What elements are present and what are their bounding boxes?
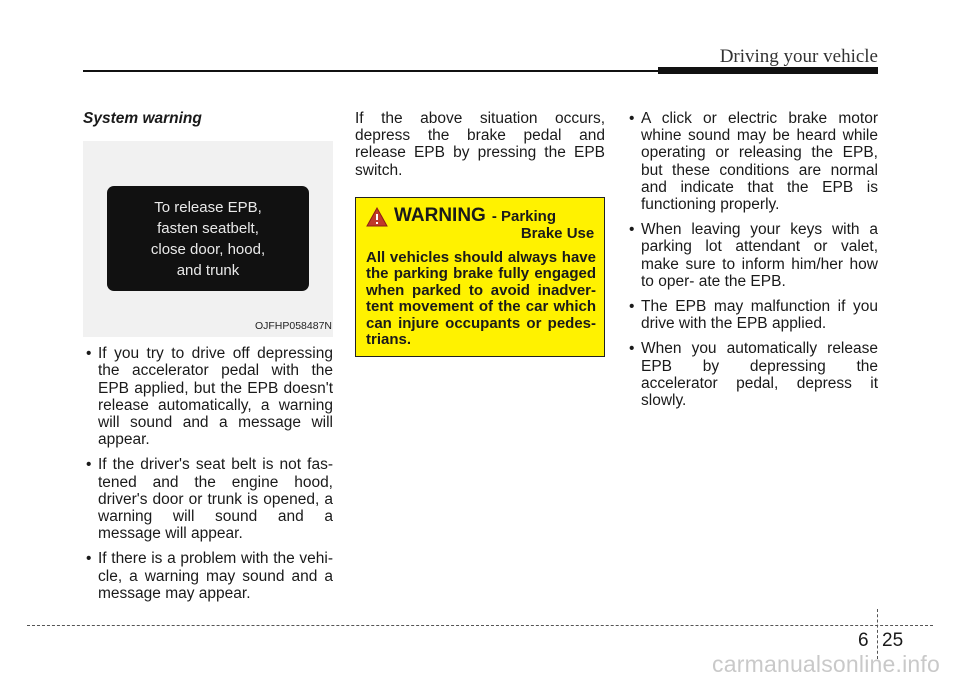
warning-body: All vehicles should always have the parking brake fully engaged when parked to avoid inadver- tent movement of the car which can injure occupants or pedes- trians. (366, 248, 596, 349)
header-rule-accent (658, 67, 878, 74)
page-header-title: Driving your vehicle (719, 46, 878, 67)
list-item: • A click or electric brake motor whine sound may be heard while operating or releasing the EPB, but these conditions are normal and indicate that the EPB is functioning properly. (626, 110, 878, 213)
watermark: carmanualsonline.info (712, 651, 940, 677)
left-column (83, 110, 333, 610)
section-title: System warning (83, 110, 202, 127)
warning-subtitle-line2: Brake Use (520, 224, 595, 242)
display-line: close door, hood, (150, 240, 266, 258)
list-item: • When leaving your keys with a parking lot attendant or valet, make sure to inform him/her how to oper- ate the EPB. (626, 221, 878, 290)
list-item: • If the driver's seat belt is not fas- tened and the engine hood, driver's door or trunk is opened, a warning will sound and a message will appear. (83, 456, 333, 542)
list-item: • When you automatically release EPB by depressing the accelerator pedal, depress it slowly. (626, 340, 878, 409)
display-line: To release EPB, (154, 198, 262, 216)
warning-triangle-icon (366, 207, 388, 227)
list-item: • The EPB may malfunction if you drive with the EPB applied. (626, 298, 878, 332)
epb-message-figure (83, 141, 333, 337)
page-number: 25 (882, 630, 904, 651)
cluster-display (107, 186, 309, 291)
chapter-number: 6 (858, 630, 869, 651)
paragraph: If the above situation occurs, depress the brake pedal and release EPB by pressing the EPB switch. (355, 110, 605, 179)
display-line: fasten seatbelt, (157, 219, 259, 237)
bullet-list (626, 110, 878, 409)
figure-code: OJFHP058487N (254, 320, 332, 332)
list-item: • If you try to drive off depressing the accelerator pedal with the EPB applied, but the EPB doesn't release automatically, a warning will sound and a message will appear. (83, 345, 333, 448)
warning-subtitle-line1: - Parking (491, 207, 557, 225)
right-column (626, 110, 878, 417)
warning-box (355, 197, 605, 357)
warning-label: WARNING (394, 204, 486, 226)
footer-rule (27, 625, 933, 626)
bullet-list (83, 345, 333, 602)
display-line: and trunk (176, 261, 240, 279)
list-item: • If there is a problem with the vehi- cle, a warning may sound and a message may appear. (83, 550, 333, 602)
middle-column (355, 110, 605, 357)
warning-subtitle (492, 206, 594, 242)
warning-header (366, 206, 596, 242)
